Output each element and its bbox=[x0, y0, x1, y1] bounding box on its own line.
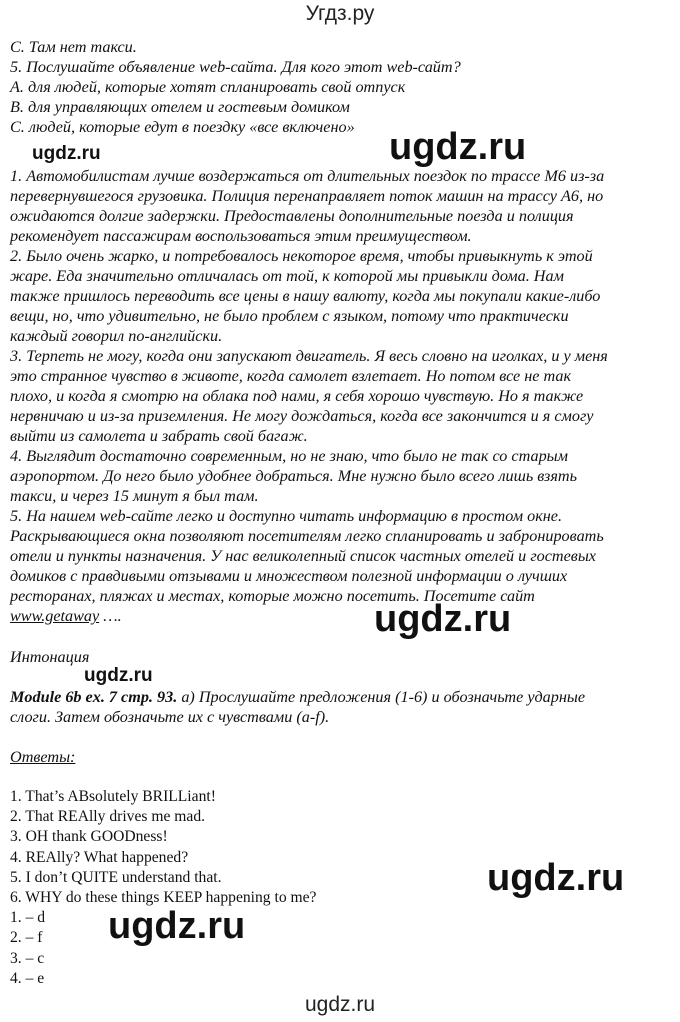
answer-line: 2. – f bbox=[10, 929, 43, 947]
text-line: нервничаю и из-за приземления. Не могу дождаться, когда все закончится и я смогу bbox=[10, 407, 594, 425]
text-line: 1. Автомобилистам лучше воздержаться от длительных поездок по трассе М6 из-за bbox=[10, 167, 605, 185]
text-line: B. для управляющих отелем и гостевым домиком bbox=[10, 98, 350, 116]
answer-line: 6. WHY do these things KEEP happening to me? bbox=[10, 889, 317, 906]
text-line: 3. Терпеть не могу, когда они запускают двигатель. Я весь словно на иголках, и у меня bbox=[10, 347, 608, 365]
module-task-line-2: слоги. Затем обозначьте их с чувствами (a-f). bbox=[10, 708, 330, 726]
module-task-line-1 bbox=[10, 687, 585, 707]
text-line: такси, и через 15 минут я был там. bbox=[10, 487, 259, 505]
text-line: 5. На нашем web-сайте легко и доступно читать информацию в простом окне. bbox=[10, 507, 563, 525]
answer-line: 4. – e bbox=[10, 969, 45, 987]
watermark: ugdz.ru bbox=[108, 905, 246, 947]
answer-line: 3. – c bbox=[10, 949, 45, 967]
answer-line: 1. – d bbox=[10, 909, 46, 927]
watermark: ugdz.ru bbox=[32, 143, 101, 164]
text-line: Раскрывающиеся окна позволяют посетителям легко спланировать и забронировать bbox=[10, 527, 604, 545]
answer-line: 3. OH thank GOODness! bbox=[10, 828, 168, 846]
text-line: это странное чувство в животе, когда самолет взлетает. Но потом все не так bbox=[10, 367, 572, 385]
text-line: A. для людей, которые хотят спланировать свой отпуск bbox=[10, 78, 406, 96]
text-line: ресторанах, пляжах и местах, которые можно посетить. Посетите сайт bbox=[10, 587, 535, 605]
text-line: 4. Выглядит достаточно современным, но не знаю, что было не так со старым bbox=[10, 447, 568, 465]
intonation-heading: Интонация bbox=[10, 648, 90, 666]
text-line: 5. Послушайте объявление web-сайта. Для кого этот web-сайт? bbox=[10, 58, 461, 76]
text-line: рекомендует пассажирам воспользоваться этим преимуществом. bbox=[10, 227, 472, 245]
text-line: перевернувшегося грузовика. Полиция перенаправляет поток машин на трассу А6, но bbox=[10, 187, 604, 205]
answers-heading bbox=[10, 747, 75, 767]
watermark: ugdz.ru bbox=[389, 126, 527, 168]
text-line: C. людей, которые едут в поездку «все включено» bbox=[10, 118, 355, 136]
text-line: вещи, но, что удивительно, не было проблем с языком, потому что практически bbox=[10, 307, 569, 325]
text-line: выйти из самолета и забрать свой багаж. bbox=[10, 427, 308, 445]
answer-line: 1. That’s ABsolutely BRILLiant! bbox=[10, 788, 216, 805]
text-line: C. Там нет такси. bbox=[10, 38, 137, 56]
watermark: ugdz.ru bbox=[487, 857, 625, 899]
watermark: ugdz.ru bbox=[374, 598, 512, 640]
answer-line: 5. I don’t QUITE understand that. bbox=[10, 868, 222, 886]
module-task-text: а) Прослушайте предложения (1-6) и обозначьте ударные bbox=[177, 688, 586, 706]
text-line: жаре. Еда значительно отличалась от той, к которой мы привыкли дома. Нам bbox=[10, 267, 564, 285]
text-line: каждый говорил по-английски. bbox=[10, 327, 223, 345]
module-reference: Module 6b ex. 7 стр. 93. bbox=[10, 688, 178, 706]
answer-line: 2. That REAlly drives me mad. bbox=[10, 808, 206, 826]
site-link-tail: …. bbox=[99, 607, 122, 625]
site-link[interactable]: www.getaway bbox=[10, 607, 100, 625]
text-line: домиков с правдивыми отзывами и множеством полезной информации о лучших bbox=[10, 567, 568, 585]
text-line: аэропортом. До него было удобнее добраться. Мне нужно было всего лишь взять bbox=[10, 467, 577, 485]
page-footer: ugdz.ru bbox=[304, 993, 376, 1016]
answer-line: 4. REAlly? What happened? bbox=[10, 848, 189, 866]
answers-label: Ответы: bbox=[10, 748, 76, 766]
text-line: 2. Было очень жарко, и потребовалось некоторое время, чтобы привыкнуть к этой bbox=[10, 247, 593, 265]
watermark: ugdz.ru bbox=[84, 665, 153, 686]
text-line: ожидаются долгие задержки. Предоставлены дополнительные поезда и полиция bbox=[10, 207, 574, 225]
text-line: отели и пункты назначения. У нас великолепный список частных отелей и гостевых bbox=[10, 547, 596, 565]
text-line: плохо, и когда я смотрю на облака под нами, я себя хорошо чувствую. Но я также bbox=[10, 387, 584, 405]
page-header: Угдз.ру bbox=[305, 2, 375, 25]
site-link-line bbox=[10, 606, 122, 626]
text-line: также пришлось переводить все цены в нашу валюту, когда мы покупали какие-либо bbox=[10, 287, 601, 305]
